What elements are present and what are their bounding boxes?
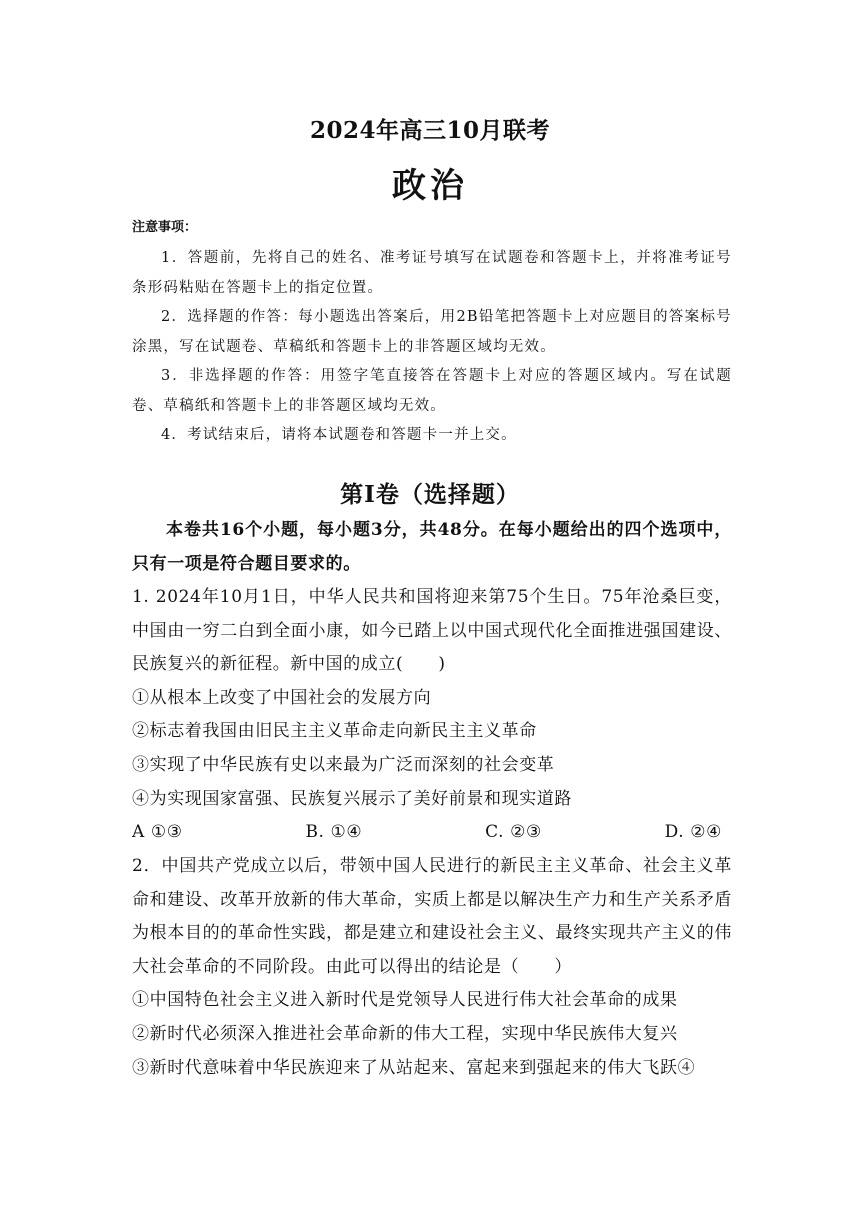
- notice-item: 1．答题前，先将自己的姓名、准考证号填写在试题卷和答题卡上，并将准考证号条形码粘贴在答题卡上的指定位置。: [132, 250, 732, 296]
- question-1: [132, 581, 732, 850]
- question-option: ①从根本上改变了中国社会的发展方向: [132, 687, 432, 708]
- notice-item: 4．考试结束后，请将本试题卷和答题卡一并上交。: [161, 427, 517, 443]
- section-title: 第Ⅰ卷（选择题）: [340, 481, 520, 508]
- question-option: ①中国特色社会主义进入新时代是党领导人民进行伟大社会革命的成果: [132, 990, 678, 1011]
- question-option: ③实现了中华民族有史以来最为广泛而深刻的社会变革: [132, 754, 555, 775]
- question-option: ②新时代必须深入推进社会革命新的伟大工程，实现中华民族伟大复兴: [132, 1023, 678, 1044]
- section-instructions: 本卷共16个小题，每小题3分，共48分。在每小题给出的四个选项中，只有一项是符合题目要求的。: [132, 520, 732, 574]
- question-2: [132, 850, 732, 1085]
- notice-item: 3．非选择题的作答：用签字笔直接答在答题卡上对应的答题区域内。写在试题卷、草稿纸和答题卡上的非答题区域均无效。: [132, 368, 732, 414]
- question-option: ②标志着我国由旧民主主义革命走向新民主主义革命: [132, 721, 537, 742]
- question-stem: 1. 2024年10月1日，中华人民共和国将迎来第75个生日。75年沧桑巨变，中国由一穷二白到全面小康，如今已踏上以中国式现代化全面推进强国建设、民族复兴的新征程。新中国的成立( ): [132, 587, 732, 675]
- choice-b: B. ①④: [305, 822, 363, 843]
- answer-choices: [132, 816, 722, 850]
- question-stem: 2．中国共产党成立以后，带领中国人民进行的新民主主义革命、社会主义革命和建设、改革开放新的伟大革命，实质上都是以解决生产力和生产关系矛盾为根本目的的革命性实践，都是建立和建设社会主义、最终实现共产主义的伟大社会革命的不同阶段。由此可以得出的结论是（ ）: [132, 856, 732, 977]
- notice-item: 2．选择题的作答：每小题选出答案后，用2B铅笔把答题卡上对应题目的答案标号涂黑，写在试题卷、草稿纸和答题卡上的非答题区域均无效。: [132, 309, 732, 355]
- choice-a: A ①③: [132, 822, 183, 843]
- choice-c: C. ②③: [485, 822, 542, 843]
- notice-heading: 注意事项：: [132, 220, 198, 235]
- exam-title: 2024年高三10月联考: [309, 117, 551, 144]
- question-option: ③新时代意味着中华民族迎来了从站起来、富起来到强起来的伟大飞跃④: [132, 1057, 696, 1078]
- question-option: ④为实现国家富强、民族复兴展示了美好前景和现实道路: [132, 788, 572, 809]
- notice-list: [132, 244, 732, 451]
- choice-d: D. ②④: [664, 822, 722, 843]
- subject-title: 政治: [392, 166, 468, 206]
